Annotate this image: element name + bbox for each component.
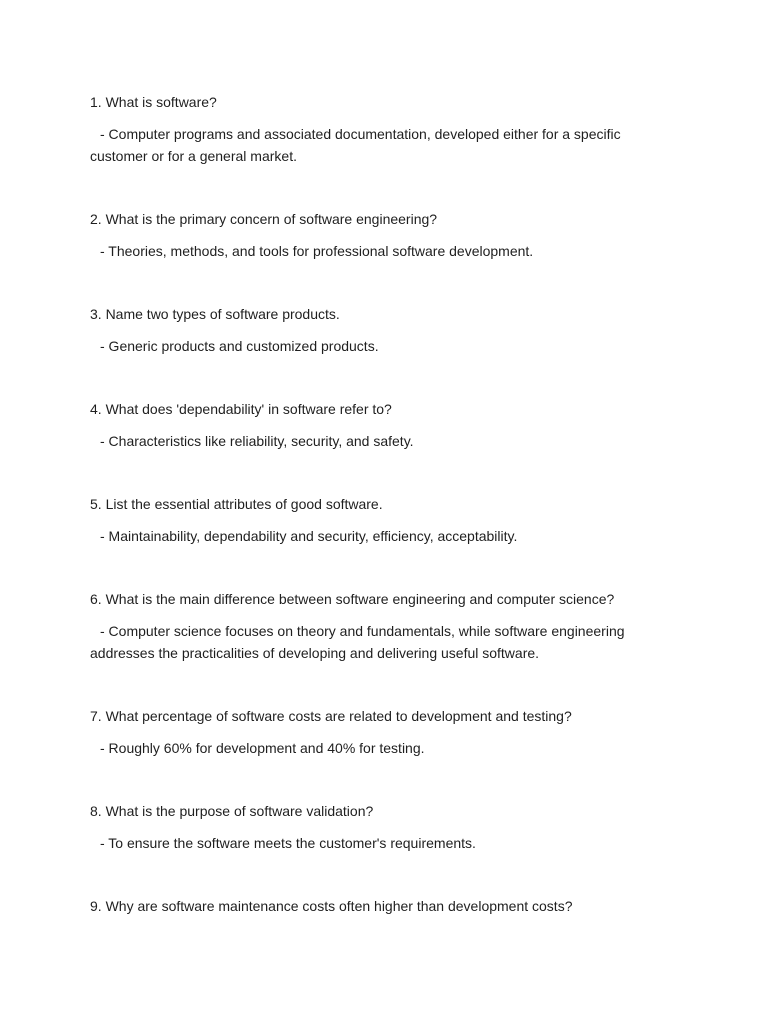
qa-item-3: [90, 303, 660, 357]
answer-4: - Characteristics like reliability, security, and safety.: [100, 433, 414, 449]
qa-item-6: [90, 588, 660, 664]
qa-list: [90, 91, 660, 958]
question-1: 1. What is software?: [90, 94, 217, 110]
qa-item-1: [90, 91, 660, 167]
answer-2: - Theories, methods, and tools for professional software development.: [100, 243, 534, 259]
question-5: 5. List the essential attributes of good software.: [90, 496, 383, 512]
question-8: 8. What is the purpose of software validation?: [90, 803, 374, 819]
answer-7: - Roughly 60% for development and 40% for testing.: [100, 740, 425, 756]
answer-1: - Computer programs and associated documentation, developed either for a specific customer or for a general market.: [90, 126, 621, 164]
question-4: 4. What does 'dependability' in software refer to?: [90, 401, 392, 417]
question-6: 6. What is the main difference between software engineering and computer science?: [90, 591, 615, 607]
answer-5: - Maintainability, dependability and security, efficiency, acceptability.: [100, 528, 518, 544]
question-9: 9. Why are software maintenance costs often higher than development costs?: [90, 898, 573, 914]
answer-6: - Computer science focuses on theory and fundamentals, while software engineering addresses the practicalities of developing and delivering useful software.: [90, 623, 625, 661]
answer-3: - Generic products and customized products.: [100, 338, 379, 354]
qa-item-8: [90, 800, 660, 854]
qa-item-7: [90, 705, 660, 759]
answer-8: - To ensure the software meets the customer's requirements.: [100, 835, 476, 851]
question-3: 3. Name two types of software products.: [90, 306, 340, 322]
question-2: 2. What is the primary concern of software engineering?: [90, 211, 438, 227]
qa-item-2: [90, 208, 660, 262]
qa-item-4: [90, 398, 660, 452]
qa-item-5: [90, 493, 660, 547]
question-7: 7. What percentage of software costs are related to development and testing?: [90, 708, 572, 724]
qa-item-9: [90, 895, 660, 917]
